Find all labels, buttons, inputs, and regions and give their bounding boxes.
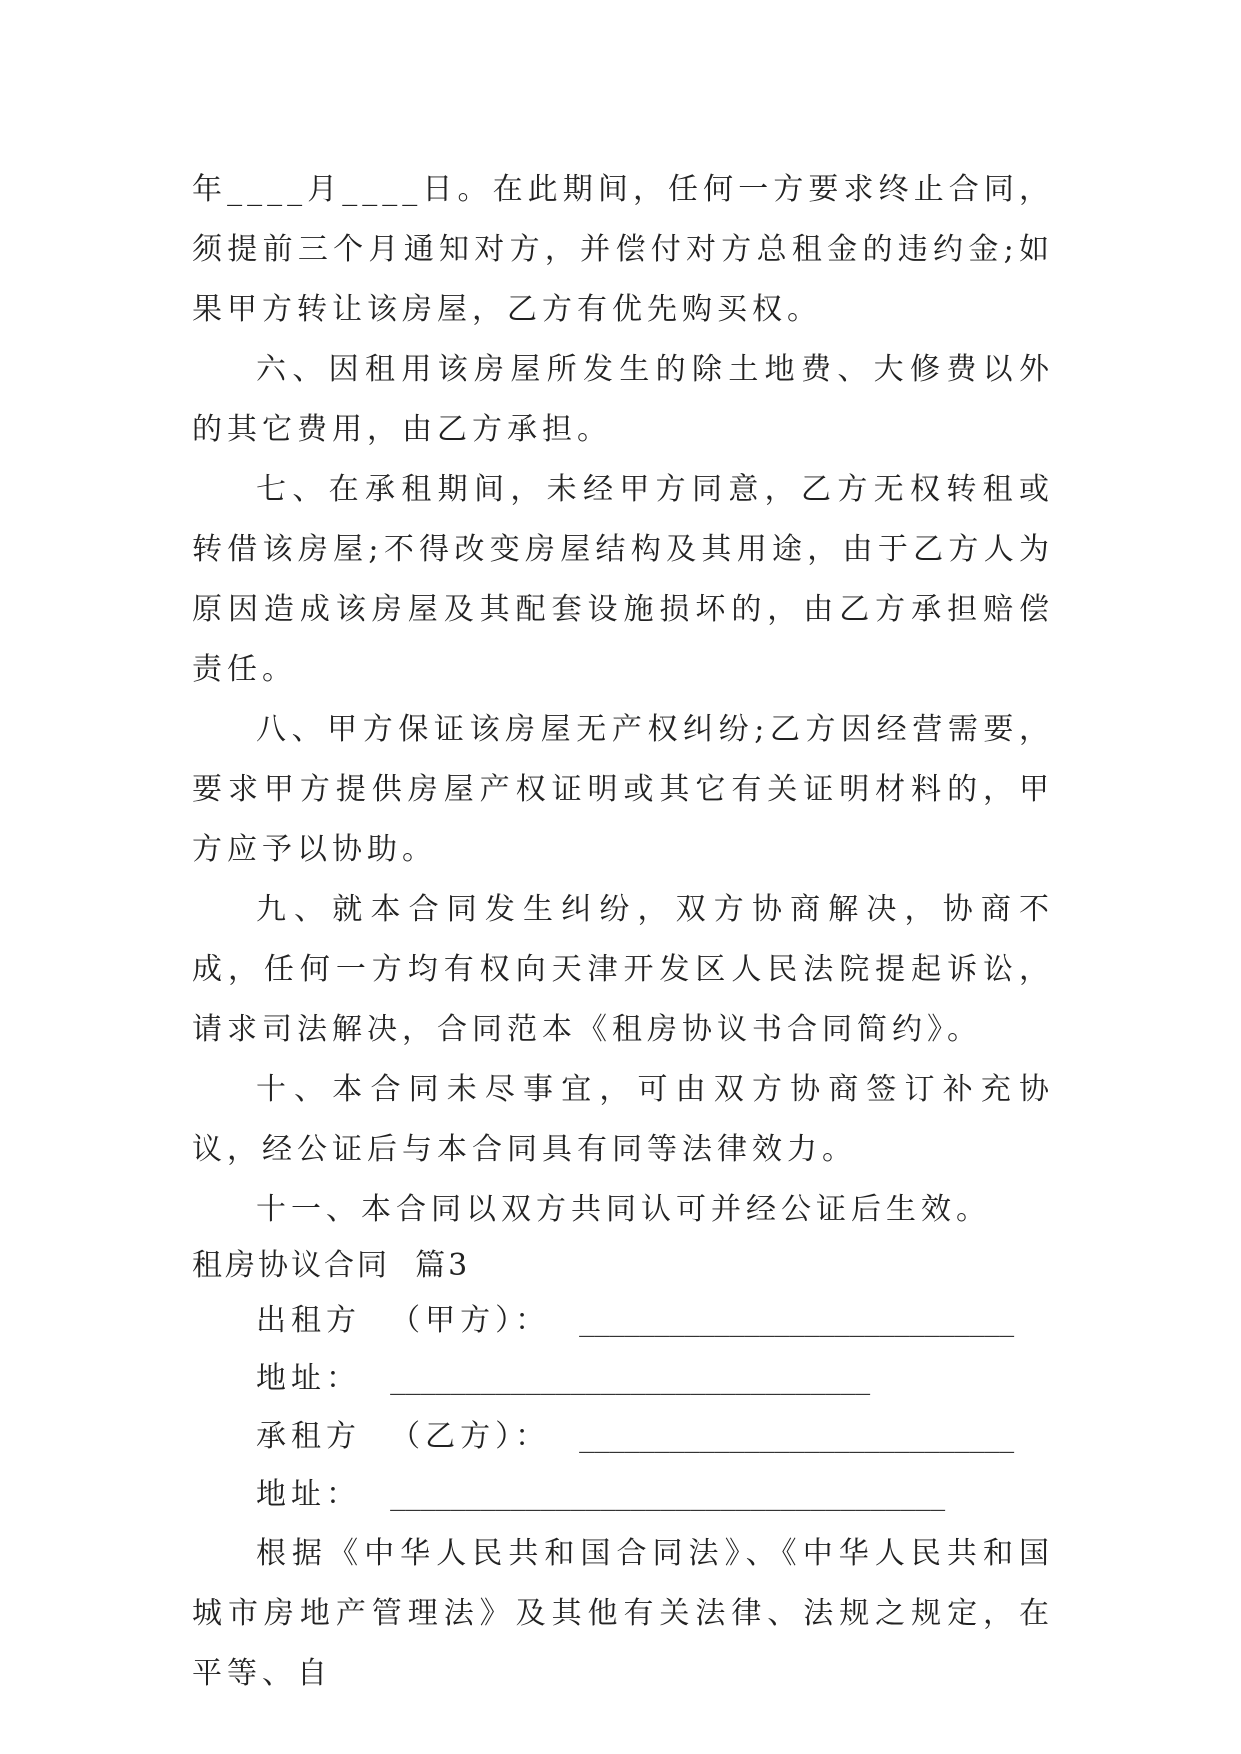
- paragraph-clause-10: 十、本合同未尽事宜，可由双方协商签订补充协议，经公证后与本合同具有同等法律效力。: [192, 1072, 1054, 1167]
- field-lessor-address: [192, 1350, 1054, 1408]
- blank-line: _____________________________: [579, 1419, 1015, 1454]
- field-lessee: [192, 1408, 1054, 1466]
- field-lessee-address: [192, 1466, 1054, 1524]
- blank-line: _____________________________: [579, 1303, 1015, 1338]
- paragraph-clause-11: 十一、本合同以双方共同认可并经公证后生效。: [256, 1192, 991, 1227]
- paragraph-clause-9: 九、就本合同发生纠纷，双方协商解决，协商不成，任何一方均有权向天津开发区人民法院提起诉讼，请求司法解决，合同范本《租房协议书合同简约》。: [192, 892, 1054, 1047]
- field-label: 承租方 （乙方）：: [256, 1419, 580, 1454]
- field-label: 出租方 （甲方）：: [256, 1303, 580, 1338]
- blank-line: ________________________________: [390, 1361, 871, 1396]
- blank-line: _____________________________________: [390, 1477, 946, 1512]
- paragraph-termination: 年____月____日。在此期间，任何一方要求终止合同，须提前三个月通知对方，并偿付对方总租金的违约金;如果甲方转让该房屋，乙方有优先购买权。: [192, 172, 1054, 327]
- paragraph-legal-basis: 根据《中华人民共和国合同法》、《中华人民共和国城市房地产管理法》及其他有关法律、法规之规定，在平等、自: [192, 1536, 1054, 1691]
- paragraph-clause-7: 七、在承租期间，未经甲方同意，乙方无权转租或转借该房屋;不得改变房屋结构及其用途，由于乙方人为原因造成该房屋及其配套设施损坏的，由乙方承担赔偿责任。: [192, 472, 1054, 687]
- document-page: [192, 160, 1054, 1704]
- paragraph-clause-6: 六、因租用该房屋所发生的除土地费、大修费以外的其它费用，由乙方承担。: [192, 352, 1054, 447]
- field-label: 地址：: [256, 1477, 391, 1512]
- paragraph-clause-8: 八、甲方保证该房屋无产权纠纷;乙方因经营需要，要求甲方提供房屋产权证明或其它有关证明材料的，甲方应予以协助。: [192, 712, 1054, 867]
- section-heading: 租房协议合同 篇3: [192, 1248, 471, 1283]
- field-label: 地址：: [256, 1361, 391, 1396]
- field-lessor: [192, 1292, 1054, 1350]
